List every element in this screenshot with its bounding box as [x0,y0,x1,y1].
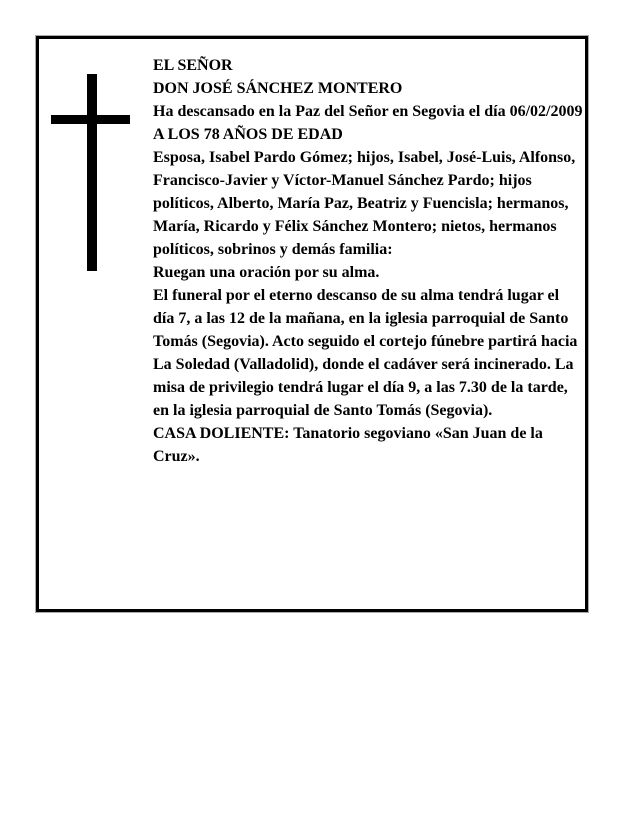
funeral-details: El funeral por el eterno descanso de su alma tendrá lugar el día 7, a las 12 de la mañana, en la iglesia parroquial de Santo Tomás (Segovia). Acto seguido el cortejo fúnebre partirá hacia La Soledad (Valladolid), donde el cadáver será incinerado. La misa de privilegio tendrá lugar el día 9, a las 7.30 de la tarde, en la iglesia parroquial de Santo Tomás (Segovia). [153,287,578,419]
notice-text [153,54,583,468]
cross-horizontal-bar [51,115,130,124]
age-line: A LOS 78 AÑOS DE EDAD [153,126,343,143]
mourning-house: CASA DOLIENTE: Tanatorio segoviano «San Juan de la Cruz». [153,425,543,465]
obituary-notice-box [36,36,588,612]
prayer-request: Ruegan una oración por su alma. [153,264,380,281]
honorific: EL SEÑOR [153,57,233,74]
deceased-name: DON JOSÉ SÁNCHEZ MONTERO [153,80,403,97]
latin-cross-icon [39,39,149,279]
family-list: Esposa, Isabel Pardo Gómez; hijos, Isabel, José-Luis, Alfonso, Francisco-Javier y Víctor-Manuel Sánchez Pardo; hijos políticos, Alberto, María Paz, Beatriz y Fuencisla; hermanos, María, Ricardo y Félix Sánchez Montero; nietos, hermanos políticos, sobrinos y demás familia: [153,149,576,258]
cross-vertical-bar [87,74,97,271]
death-announcement: Ha descansado en la Paz del Señor en Segovia el día 06/02/2009 [153,103,583,120]
